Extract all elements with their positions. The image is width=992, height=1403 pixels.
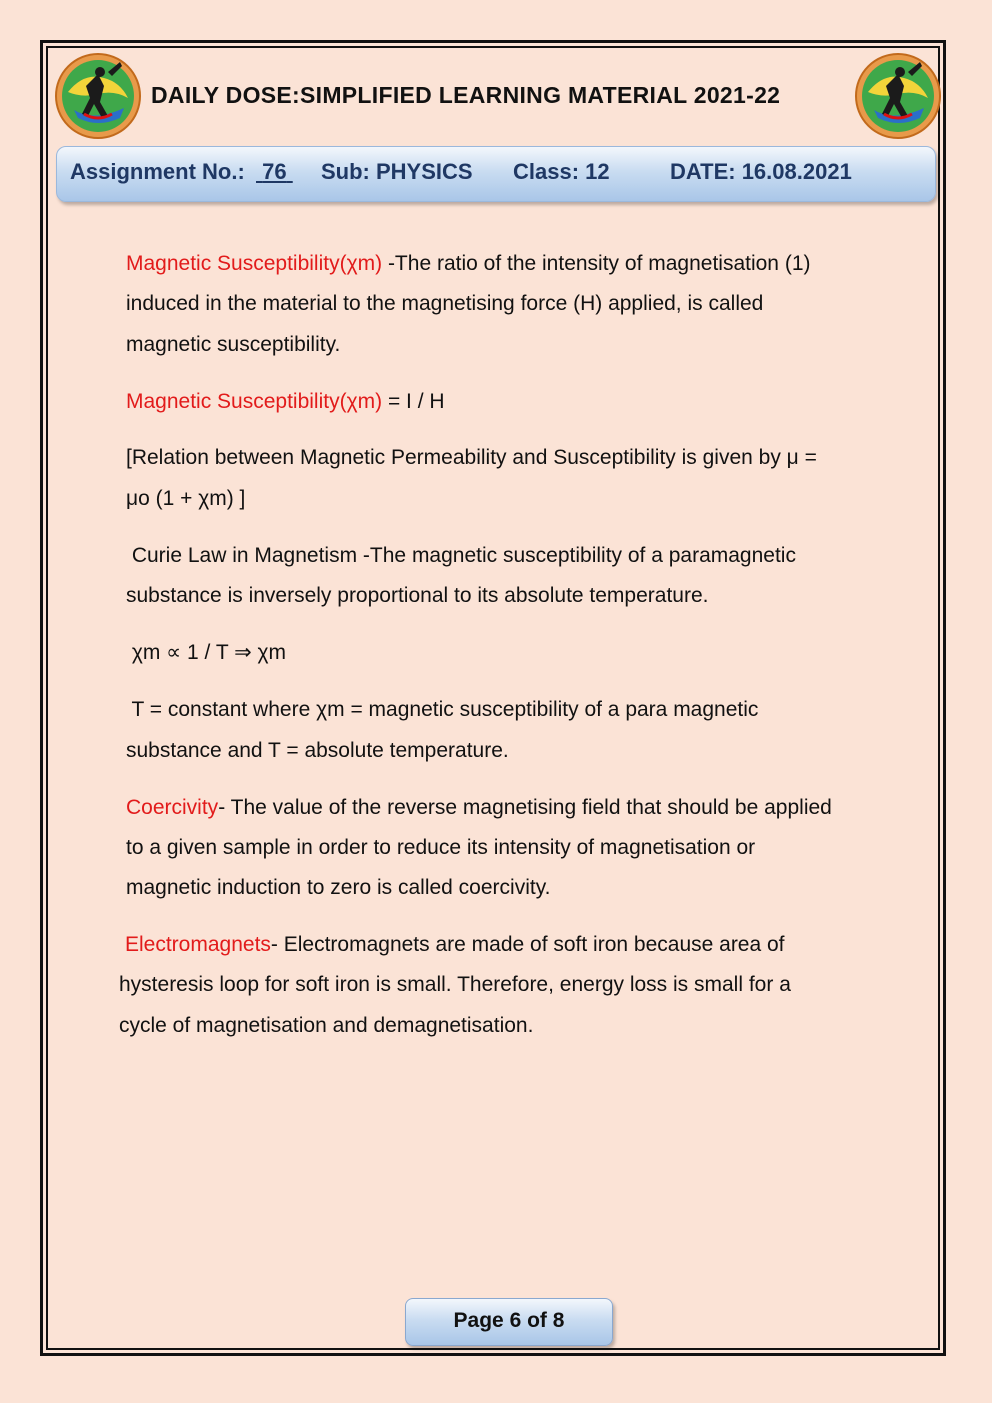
text-line: substance and T = absolute temperature. bbox=[126, 739, 509, 762]
school-emblem-logo-icon bbox=[54, 52, 142, 140]
subject-label: Sub: PHYSICS bbox=[321, 159, 473, 184]
class-label: Class: 12 bbox=[513, 159, 610, 184]
paragraph-curie-law: Curie Law in Magnetism -The magnetic susceptibility of a paramagnetic bbox=[126, 544, 796, 567]
assignment-label: Assignment No.: bbox=[70, 159, 245, 184]
term-electromagnets: Electromagnets bbox=[125, 933, 271, 956]
assignment-number: 76 bbox=[262, 159, 287, 184]
paragraph-coercivity: Coercivity- The value of the reverse magnetising field that should be applied bbox=[126, 796, 832, 819]
paragraph-curie-constant: T = constant where χm = magnetic susceptibility of a para magnetic bbox=[126, 698, 759, 721]
paragraph-susceptibility-formula: Magnetic Susceptibility(χm) = I / H bbox=[126, 390, 445, 413]
paragraph-curie-relation: χm ∝ 1 / T ⇒ χm bbox=[126, 641, 287, 664]
assignment-info-bar bbox=[56, 146, 936, 202]
school-emblem-logo-icon bbox=[854, 52, 942, 140]
paragraph-permeability-relation: [Relation between Magnetic Permeability and Susceptibility is given by μ = bbox=[126, 446, 817, 469]
page-number-indicator: Page 6 of 8 bbox=[405, 1298, 613, 1346]
text-line: magnetic susceptibility. bbox=[126, 333, 341, 356]
text-line: to a given sample in order to reduce its intensity of magnetisation or bbox=[126, 836, 756, 859]
term-magnetic-susceptibility: Magnetic Susceptibility(χm) bbox=[126, 390, 383, 413]
paragraph-susceptibility-definition: Magnetic Susceptibility(χm) -The ratio of the intensity of magnetisation (1) bbox=[126, 252, 811, 275]
page-title: DAILY DOSE:SIMPLIFIED LEARNING MATERIAL 2021-22 bbox=[151, 82, 781, 108]
text-line: hysteresis loop for soft iron is small. Therefore, energy loss is small for a bbox=[119, 973, 791, 996]
term-coercivity: Coercivity bbox=[126, 796, 219, 819]
text-line: substance is inversely proportional to its absolute temperature. bbox=[126, 584, 709, 607]
text-line: μo (1 + χm) ] bbox=[126, 487, 246, 510]
text-line: induced in the material to the magnetising force (H) applied, is called bbox=[126, 292, 764, 315]
date-label: DATE: 16.08.2021 bbox=[670, 159, 852, 184]
term-magnetic-susceptibility: Magnetic Susceptibility(χm) bbox=[126, 252, 383, 275]
text-line: magnetic induction to zero is called coercivity. bbox=[126, 876, 551, 899]
paragraph-electromagnets: Electromagnets- Electromagnets are made of soft iron because area of bbox=[125, 933, 785, 956]
text-line: cycle of magnetisation and demagnetisation. bbox=[119, 1014, 534, 1037]
